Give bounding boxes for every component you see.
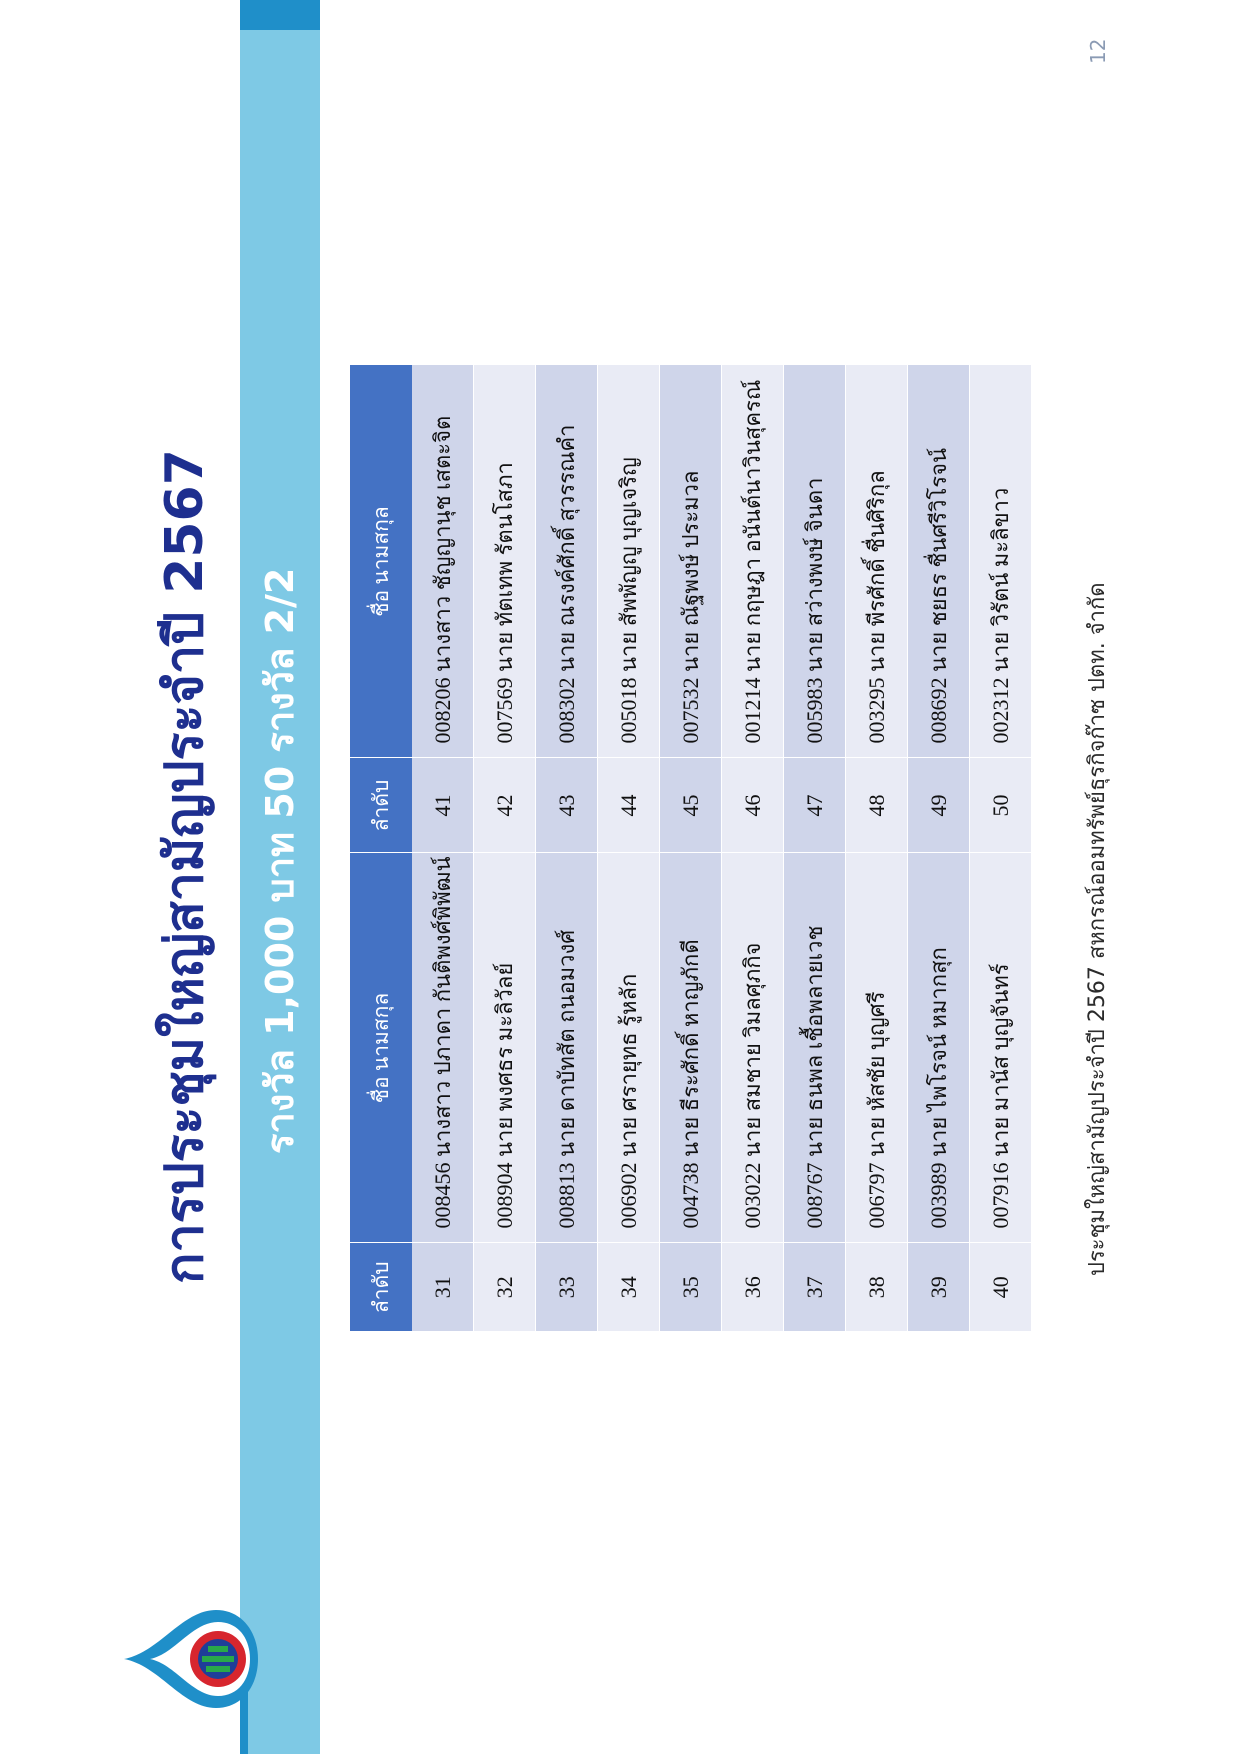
header-seq-left: ลำดับ [350,1243,412,1331]
name-cell: 008302 นาย ณรงค์ศักดิ์ สุวรรณคำ [536,365,598,758]
table-row [784,365,846,1331]
name-cell: 008206 นางสาว ชัญญานุช เสตะจิต [412,365,474,758]
name-cell: 001214 นาย กฤษฎา อนันต์นาวินสุครณ์ [722,365,784,758]
seq-cell: 36 [722,1243,784,1331]
table-row [970,365,1032,1331]
name-cell: 005983 นาย สว่างพงษ์ จินดา [784,365,846,758]
winner-table [350,365,1032,1332]
table-row [412,365,474,1331]
table-row [846,365,908,1331]
name-cell: 005018 นาย สัพพัญญู บุญเจริญ [598,365,660,758]
table-row [474,365,536,1331]
footer-text: ประชุมใหญ่สามัญประจำปี 2567 สหกรณ์ออมทรัพย์ธุรกิจก๊าซ ปตท. จำกัด [1085,582,1110,1276]
seq-cell: 48 [846,758,908,853]
table-row [598,365,660,1331]
name-cell: 003022 นาย สมชาย วิมลศุภกิจ [722,853,784,1243]
seq-cell: 31 [412,1243,474,1331]
name-cell: 007569 นาย ทัตเทพ รัตนโสภา [474,365,536,758]
header-seq-right: ลำดับ [350,758,412,853]
seq-cell: 49 [908,758,970,853]
seq-cell: 50 [970,758,1032,853]
name-cell: 008767 นาย ธนพล เชื้อพลายเวช [784,853,846,1243]
name-cell: 004738 นาย ธีระศักดิ์ หาญภักดี [660,853,722,1243]
name-cell: 007532 นาย ณัฐพงษ์ ประมวล [660,365,722,758]
name-cell: 008456 นางสาว ปภาดา กันติพงศ์พิพัฒน์ [412,853,474,1243]
name-cell: 003989 นาย ไพโรจน์ หมากสุก [908,853,970,1243]
seq-cell: 41 [412,758,474,853]
seq-cell: 40 [970,1243,1032,1331]
seq-cell: 42 [474,758,536,853]
header-name-left: ชื่อ นามสกุล [350,853,412,1243]
seq-cell: 39 [908,1243,970,1331]
name-cell: 008692 นาย ชยธร ชื่นศรีวิโรจน์ [908,365,970,758]
name-cell: 003295 นาย พีรศักดิ์ ชื่นศิริกุล [846,365,908,758]
page-number: 12 [1086,38,1110,64]
seq-cell: 34 [598,1243,660,1331]
seq-cell: 37 [784,1243,846,1331]
name-cell: 006902 นาย ศรายุทธ รู้หลัก [598,853,660,1243]
seq-cell: 45 [660,758,722,853]
seq-cell: 33 [536,1243,598,1331]
name-cell: 008904 นาย พงศธร มะลิวัลย์ [474,853,536,1243]
seq-cell: 35 [660,1243,722,1331]
name-cell: 007916 นาย มานัส บุญจันทร์ [970,853,1032,1243]
ptt-logo-icon [120,1604,260,1714]
page-title: การประชุมใหญ่สามัญประจำปี 2567 [155,449,215,1284]
table-row [536,365,598,1331]
seq-cell: 44 [598,758,660,853]
table-row [908,365,970,1331]
prize-subtitle: รางวัล 1,000 บาท 50 รางวัล 2/2 [258,567,302,1154]
band-right-corner [240,0,320,30]
header-name-right: ชื่อ นามสกุล [350,365,412,758]
table-row [660,365,722,1331]
seq-cell: 43 [536,758,598,853]
seq-cell: 38 [846,1243,908,1331]
seq-cell: 46 [722,758,784,853]
name-cell: 002312 นาย วิรัตน์ มะลิขาว [970,365,1032,758]
table-header-row [350,365,412,1331]
table-row [722,365,784,1331]
seq-cell: 47 [784,758,846,853]
seq-cell: 32 [474,1243,536,1331]
name-cell: 008813 นาย ดาบัทสัต ถนอมวงศ์ [536,853,598,1243]
name-cell: 006797 นาย หัสชัย บุญศรี [846,853,908,1243]
